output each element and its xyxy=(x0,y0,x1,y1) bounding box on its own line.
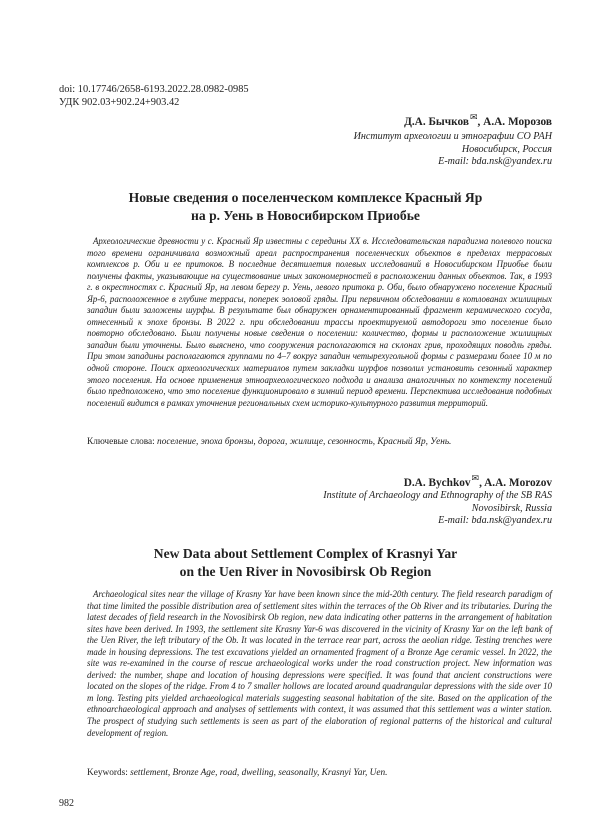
page-number: 982 xyxy=(59,798,74,809)
author-2-ru: , А.А. Морозов xyxy=(477,115,552,128)
title-ru xyxy=(59,189,552,225)
keywords-ru xyxy=(87,436,567,448)
keywords-label-en: Keywords: xyxy=(87,768,128,778)
title-en-line2: on the Uen River in Novosibirsk Ob Region xyxy=(179,564,432,579)
title-ru-line1: Новые сведения о поселенческом комплексе Красный Яр xyxy=(128,190,483,205)
email-en: E-mail: bda.nsk@yandex.ru xyxy=(438,515,552,526)
city-en: Novosibirsk, Russia xyxy=(471,502,552,514)
authors-en xyxy=(404,473,552,489)
keywords-label-ru: Ключевые слова: xyxy=(87,437,155,447)
institute-ru: Институт археологии и этнографии СО РАН xyxy=(353,131,552,142)
title-en xyxy=(59,545,552,581)
affiliation-ru xyxy=(132,131,552,169)
keywords-list-ru: поселение, эпоха бронзы, дорога, жилище, сезонность, Красный Яр, Уень. xyxy=(157,437,452,447)
email-ru: E-mail: bda.nsk@yandex.ru xyxy=(438,156,552,167)
institute-en: Institute of Archaeology and Ethnography of the SB RAS xyxy=(323,490,552,501)
affiliation-en xyxy=(132,490,552,528)
doi: doi: 10.17746/2658-6193.2022.28.0982-0985 xyxy=(59,84,249,95)
envelope-icon: ✉ xyxy=(469,112,478,122)
title-ru-line2: на р. Уень в Новосибирском Приобье xyxy=(191,208,420,223)
abstract-ru: Археологические древности у с. Красный Яр известны с середины XX в. Исследовательская парадигма полевого поиска того времени ограничивала возможный ареал распространения поселенческих объектов в пределах террасовых комплексов р. Оби и ее притоков. В последние десятилетия полевых исследований в Новосибирском Приобье были получены факты, указывающие на существование иных закономерностей в расположении данных объектов. Так, в 1993 г. в окрестностях с. Красный Яр, на левом берегу р. Уень, левого притока р. Оби, было обнаружено поселение Красный Яр-6, расположенное в глубине террасы, поперек эоловой гряды. При первичном обследовании в котлованах жилищных западин были заложены шурфы. В результате был обнаружен орнаментированный фрагмент керамического сосуда, отнесенный к эпохе бронзы. В 2022 г. при обследовании трассы проектируемой автодороги это поселение было повторно обследовано. Были получены новые сведения о поселении: количество, формы и расположение жилищных западин были уточнены. Было выяснено, что сооружения располагаются на склонах грив, проходящих поводль гряды. При этом западины располагаются группами по 4–7 вокруг западин четырехугольной формы с размерами более 10 м по одной стороне. Поиск археологических материалов путем закладки шурфов позволил установить сезонный характер этого поселения. На основе применения этноархеологического подхода и анализа аналогичных по контексту поселений было предположено, что это поселение функционировало в зимний период времени. Перспектива исследования подобных поселений видится в рамках уточнения региональных схем историко-культурного развития территорий. xyxy=(87,236,552,408)
author-2-en: , A.A. Morozov xyxy=(479,476,552,489)
keywords-en xyxy=(87,767,567,779)
author-1-ru: Д.А. Бычков xyxy=(404,115,469,128)
keywords-list-en: settlement, Bronze Age, road, dwelling, seasonally, Krasnyi Yar, Uen. xyxy=(130,768,388,778)
envelope-icon: ✉ xyxy=(471,473,480,483)
abstract-en: Archaeological sites near the village of Krasny Yar have been known since the mid-20th century. The field research paradigm of that time limited the possible distribution area of settlement sites within the terraces of the Ob River and its tributaries. During the latest decades of field research in the Novosibirsk Ob region, new data indicating other patterns in the arrangement of habitation sites have been derived. In 1993, the settlement site Krasny Yar-6 was discovered in the vicinity of Krasny Yar on the left bank of the Uen River, the left tributary of the Ob. It was located in the terrace rear part, across the aeolian ridge. Testing trenches were made in housing depressions. The test excavations yielded an ornamented fragment of a Bronze Age ceramic vessel. In 2022, the site was re-examined in the course of rescue archaeological works under the road construction project. New information was derived: the number, shape and location of housing depressions were specified. It was found that ancient constructions were located on the slopes of the ridge. From 4 to 7 smaller hollows are located around quadrangular depressions with the side over 10 m long. Testing pits yielded archaeological materials suggesting seasonal habitation of the site. Based on the application of the ethnoarchaeological approach and analyses of settlements with context, it was assumed that this settlement was a winter station. The prospect of studying such settlements is seen as part of the elaboration of regional patterns of the historical and cultural development of region. xyxy=(87,589,552,738)
udc: УДК 902.03+902.24+903.42 xyxy=(59,97,180,108)
title-en-line1: New Data about Settlement Complex of Krasnyi Yar xyxy=(153,546,458,561)
authors-ru xyxy=(404,112,552,128)
city-ru: Новосибирск, Россия xyxy=(461,143,552,155)
author-1-en: D.A. Bychkov xyxy=(403,476,471,489)
